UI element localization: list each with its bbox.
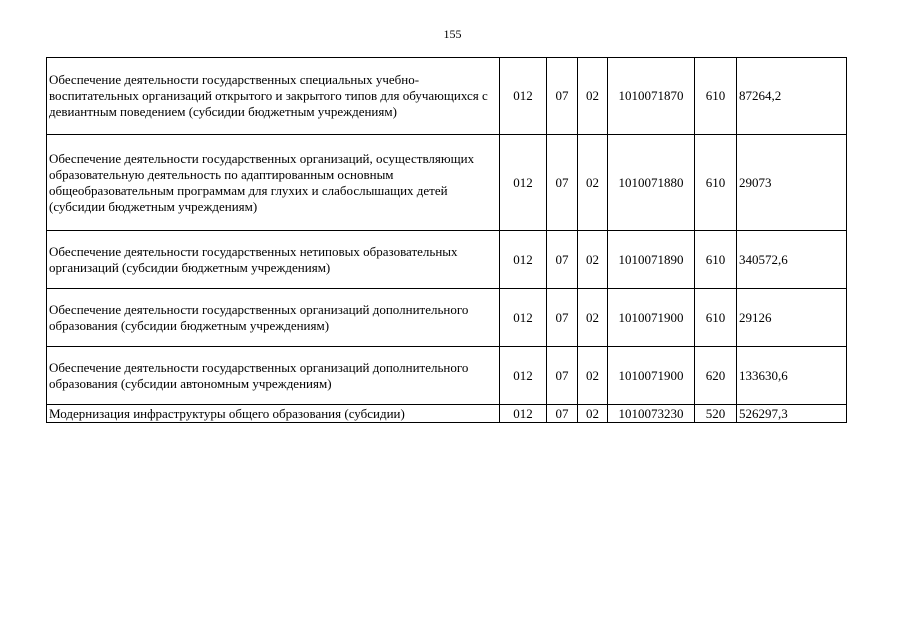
amount: 340572,6 <box>737 231 847 289</box>
table-row <box>47 289 847 347</box>
table-row <box>47 58 847 135</box>
target-article-code: 1010071870 <box>608 58 695 135</box>
ministry-code: 012 <box>500 347 547 405</box>
amount: 87264,2 <box>737 58 847 135</box>
target-article-code: 1010071900 <box>608 347 695 405</box>
expense-type-code: 610 <box>695 58 737 135</box>
target-article-code: 1010073230 <box>608 405 695 423</box>
expense-type-code: 620 <box>695 347 737 405</box>
expense-type-code: 610 <box>695 231 737 289</box>
table-row <box>47 135 847 231</box>
section-code: 07 <box>547 405 578 423</box>
expense-type-code: 610 <box>695 289 737 347</box>
subsection-code: 02 <box>578 58 608 135</box>
ministry-code: 012 <box>500 58 547 135</box>
row-description: Обеспечение деятельности государственных нетиповых образовательных организаций (субсидии бюджетным учреждениям) <box>47 231 500 289</box>
subsection-code: 02 <box>578 231 608 289</box>
table-row <box>47 405 847 423</box>
section-code: 07 <box>547 231 578 289</box>
budget-table <box>46 57 847 423</box>
amount: 526297,3 <box>737 405 847 423</box>
row-description: Обеспечение деятельности государственных организаций, осуществляющих образовательную деятельность по адаптированным основным общеобразовательным программам для глухих и слабослышащих детей (субсидии бюджетным учреждениям) <box>47 135 500 231</box>
row-description: Модернизация инфраструктуры общего образования (субсидии) <box>47 405 500 423</box>
target-article-code: 1010071890 <box>608 231 695 289</box>
ministry-code: 012 <box>500 231 547 289</box>
ministry-code: 012 <box>500 405 547 423</box>
section-code: 07 <box>547 58 578 135</box>
row-description: Обеспечение деятельности государственных организаций дополнительного образования (субсидии автономным учреждениям) <box>47 347 500 405</box>
table-row <box>47 347 847 405</box>
expense-type-code: 520 <box>695 405 737 423</box>
target-article-code: 1010071880 <box>608 135 695 231</box>
amount: 29073 <box>737 135 847 231</box>
ministry-code: 012 <box>500 135 547 231</box>
ministry-code: 012 <box>500 289 547 347</box>
amount: 29126 <box>737 289 847 347</box>
section-code: 07 <box>547 135 578 231</box>
subsection-code: 02 <box>578 135 608 231</box>
subsection-code: 02 <box>578 289 608 347</box>
amount: 133630,6 <box>737 347 847 405</box>
target-article-code: 1010071900 <box>608 289 695 347</box>
subsection-code: 02 <box>578 347 608 405</box>
expense-type-code: 610 <box>695 135 737 231</box>
table-row <box>47 231 847 289</box>
row-description: Обеспечение деятельности государственных организаций дополнительного образования (субсидии бюджетным учреждениям) <box>47 289 500 347</box>
section-code: 07 <box>547 289 578 347</box>
section-code: 07 <box>547 347 578 405</box>
subsection-code: 02 <box>578 405 608 423</box>
page-number: 155 <box>443 27 462 41</box>
row-description: Обеспечение деятельности государственных специальных учебно-воспитательных организаций открытого и закрытого типов для обучающихся с девиантным поведением (субсидии бюджетным учреждениям) <box>47 58 500 135</box>
